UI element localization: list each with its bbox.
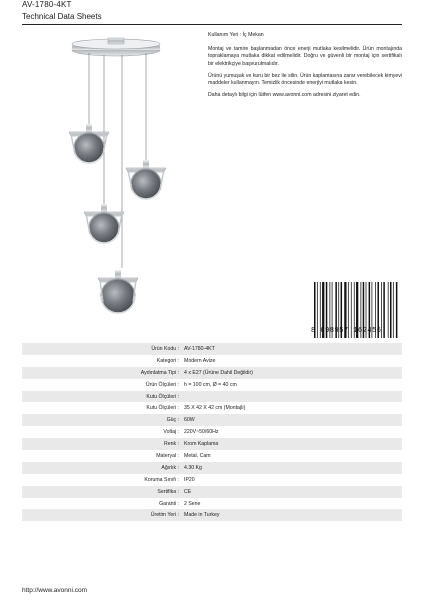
spec-value: Made in Turkey bbox=[184, 512, 220, 519]
spec-row bbox=[22, 414, 402, 426]
spec-label: Renk : bbox=[164, 441, 179, 448]
spec-row bbox=[22, 450, 402, 462]
usage-place: Kullanım Yeri : İç Mekan bbox=[208, 32, 264, 38]
document-code: AV-1780-4KT bbox=[22, 0, 72, 9]
spec-value: 4 x E27 (Ürüne Dahil Değildir) bbox=[184, 369, 253, 376]
pendant-globe-2 bbox=[126, 160, 166, 199]
description-block bbox=[208, 32, 402, 104]
spec-value: Modern Avize bbox=[184, 357, 216, 364]
spec-label: Sertifika : bbox=[157, 488, 179, 495]
spec-label: Garanti : bbox=[159, 500, 179, 507]
installation-note: Montaj ve tamire başlanmadan önce enerji mutlaka kesilmelidir. Ürün montajında topraklamaya mutlaka dikkat edilmelidir. Doğru ve güvenli bir montaj için sertifikalı bir elektrikçiye başvurulmalıdır. bbox=[208, 46, 402, 67]
spec-label: Ürün Ölçüleri : bbox=[145, 381, 179, 388]
spec-value: 60W bbox=[184, 417, 195, 424]
pendant-globe-3 bbox=[84, 204, 124, 243]
spec-row bbox=[22, 486, 402, 498]
spec-value: 35 X 42 X 42 cm (Montajlı) bbox=[184, 405, 246, 412]
spec-row bbox=[22, 391, 402, 403]
cleaning-note: Ürünü yumuşak ve kuru bir bez ile silin. Ürün kaplamasına zarar verebilecek kimyevi maddeler kullanmayın. Temizlik öncesinde enerjiyi mutlaka kesin. bbox=[208, 72, 402, 87]
footer-url[interactable]: http://www.avonni.com bbox=[22, 587, 88, 594]
document-title: Technical Data Sheets bbox=[22, 12, 102, 21]
spec-row bbox=[22, 438, 402, 450]
spec-label: Kutu Ölçüleri : bbox=[146, 405, 179, 412]
spec-row bbox=[22, 379, 402, 391]
spec-row bbox=[22, 426, 402, 438]
spec-label: Üretim Yeri : bbox=[150, 512, 179, 519]
header-divider bbox=[22, 24, 402, 25]
spec-value: AV-1780-4KT bbox=[184, 345, 215, 352]
spec-value: Krom Kaplama bbox=[184, 441, 219, 448]
spec-row bbox=[22, 402, 402, 414]
product-image bbox=[56, 36, 176, 326]
spec-label: Voltaj : bbox=[163, 429, 179, 436]
barcode-number: 8 698957 162456 bbox=[311, 327, 382, 335]
more-info-note: Daha detaylı bilgi için lütfen www.avonni.com adresini ziyaret edin. bbox=[208, 92, 361, 99]
spec-value: Metal, Cam bbox=[184, 452, 211, 459]
spec-label: Güç : bbox=[166, 417, 179, 424]
spec-value: CE bbox=[184, 488, 192, 495]
spec-label: Materyal : bbox=[156, 452, 179, 459]
spec-row bbox=[22, 474, 402, 486]
spec-row bbox=[22, 343, 402, 355]
pendant-globe-4 bbox=[98, 270, 138, 313]
spec-value: IP20 bbox=[184, 476, 195, 483]
spec-label: Kutu Ölçüleri : bbox=[146, 393, 179, 400]
spec-row bbox=[22, 462, 402, 474]
spec-label: Ürün Kodu : bbox=[151, 345, 179, 352]
pendant-globe-1 bbox=[69, 124, 109, 163]
spec-label: Kategori : bbox=[156, 357, 179, 364]
spec-row bbox=[22, 498, 402, 510]
ceiling-canopy bbox=[72, 38, 160, 56]
spec-row bbox=[22, 355, 402, 367]
spec-table bbox=[22, 343, 402, 521]
spec-label: Ağırlık : bbox=[161, 464, 179, 471]
spec-value: h = 100 cm, Ø = 40 cm bbox=[184, 381, 237, 388]
spec-label: Koruma Sınıfı : bbox=[144, 476, 179, 483]
spec-value: 220V~50/60Hz bbox=[184, 429, 219, 436]
spec-row bbox=[22, 509, 402, 521]
spec-value: 4.30 Kg bbox=[184, 464, 202, 471]
spec-value: 2 Sene bbox=[184, 500, 201, 507]
spec-label: Aydınlatma Tipi : bbox=[140, 369, 179, 376]
spec-row bbox=[22, 367, 402, 379]
